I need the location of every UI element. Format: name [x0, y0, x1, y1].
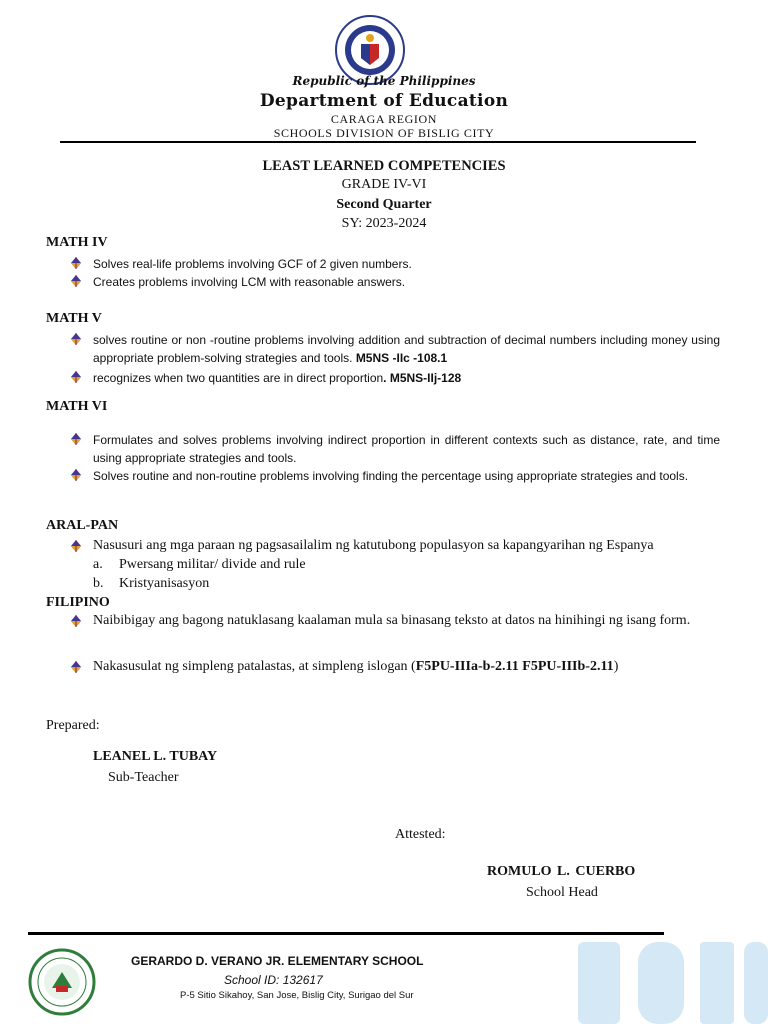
bullet-icon: [70, 540, 82, 552]
bullet-icon: [70, 469, 82, 481]
sub-item: b. Kristyanisasyon: [93, 576, 210, 591]
competency-code: F5PU-IIIa-b-2.11 F5PU-IIIb-2.11: [415, 659, 614, 674]
division-name: SCHOOLS DIVISION OF BISLIG CITY: [273, 126, 495, 140]
school-year: SY: 2023-2024: [341, 216, 427, 231]
prepared-label: Prepared:: [46, 718, 100, 733]
aralpan-heading: ARAL-PAN: [46, 518, 119, 533]
filipino-heading: FILIPINO: [46, 595, 110, 610]
footer-school-id: School ID: 132617: [224, 973, 323, 987]
competency-text: Naibibigay ang bagong natuklasang kaalaman mula sa binasang teksto at datos na hinihingi ng isang form.: [93, 613, 691, 628]
competency-code: M5NS -IIc -108.1: [355, 351, 448, 365]
competency-code: . M5NS-IIj-128: [383, 371, 462, 385]
bullet-icon: [70, 661, 82, 673]
competency-text: Solves routine and non-routine problems involving finding the percentage using appropriate strategies and tools.: [93, 469, 689, 483]
bullet-icon: [70, 615, 82, 627]
preparer-name: LEANEL L. TUBAY: [93, 749, 218, 764]
bullet-icon: [70, 433, 82, 445]
competency-text: Formulates and solves problems involving indirect proportion in different contexts such as distance, rate, and time using appropriate strategies and tools.: [93, 433, 720, 465]
region-name: CARAGA REGION: [330, 112, 438, 126]
competency-text: Solves real-life problems involving GCF of 2 given numbers.: [93, 257, 412, 271]
competency-text: Creates problems involving LCM with reasonable answers.: [93, 275, 406, 289]
bullet-icon: [70, 275, 82, 287]
quarter: Second Quarter: [336, 197, 432, 212]
math5-heading: MATH V: [46, 311, 102, 326]
attester-role: School Head: [526, 885, 598, 900]
competency-text: Nasusuri ang mga paraan ng pagsasailalim ng katutubong populasyon sa kapangyarihan ng Espanya: [93, 538, 654, 553]
bullet-icon: [70, 257, 82, 269]
grade-level: GRADE IV-VI: [341, 177, 427, 192]
republic-line: Republic of the Philippines: [292, 74, 476, 88]
department-name: Department of Education: [259, 91, 509, 111]
footer-watermark: [568, 936, 768, 1024]
competency-text: solves routine or non -routine problems involving addition and subtraction of decimal numbers including money using appropriate problem-solving strategies and tools. M5NS -IIc -108.1: [93, 333, 720, 365]
sub-item: a. Pwersang militar/ divide and rule: [93, 557, 306, 572]
math4-heading: MATH IV: [46, 235, 108, 250]
footer-address: P-5 Sitio Sikahoy, San Jose, Bislig City, Surigao del Sur: [180, 990, 414, 1001]
competency-text: Nakasusulat ng simpleng patalastas, at simpleng islogan (F5PU-IIIa-b-2.11 F5PU-IIIb-2.11): [93, 659, 619, 674]
bullet-icon: [70, 333, 82, 345]
competency-text: recognizes when two quantities are in direct proportion. M5NS-IIj-128: [93, 371, 462, 385]
school-logo: [28, 948, 96, 1016]
footer-school-name: GERARDO D. VERANO JR. ELEMENTARY SCHOOL: [131, 954, 424, 968]
bullet-icon: [70, 371, 82, 383]
header-divider: [60, 141, 696, 143]
footer-divider: [28, 932, 664, 935]
attested-label: Attested:: [395, 827, 446, 842]
document-title: LEAST LEARNED COMPETENCIES: [262, 158, 506, 174]
attester-name: ROMULO L. CUERBO: [487, 864, 636, 879]
math6-heading: MATH VI: [46, 399, 108, 414]
preparer-role: Sub-Teacher: [108, 770, 179, 785]
